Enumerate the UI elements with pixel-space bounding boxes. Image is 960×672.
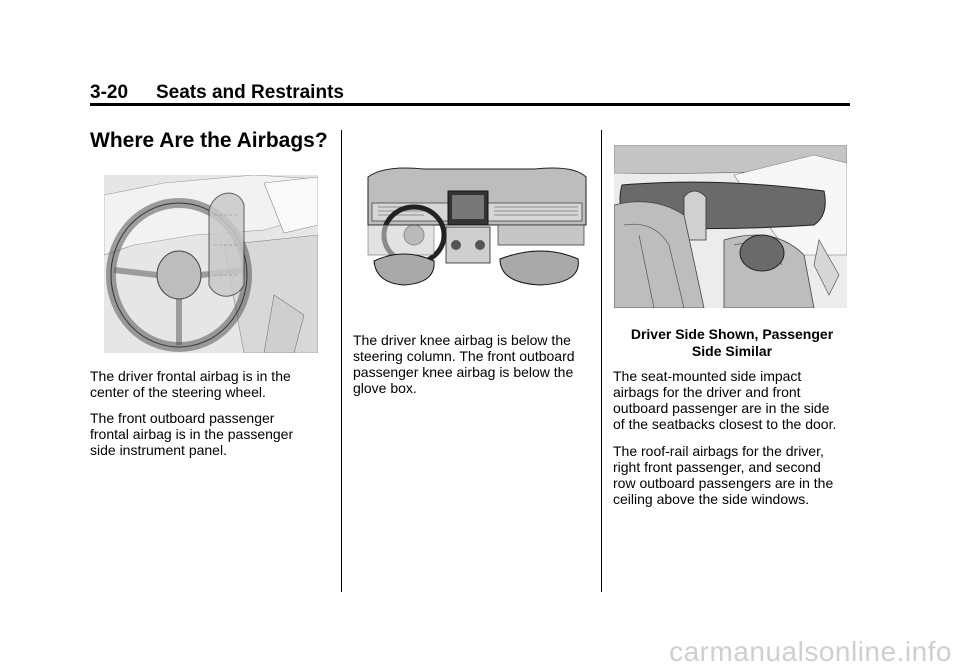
text-line: The front outboard passenger [90,410,275,426]
running-header [90,82,344,104]
text-line: glove box. [353,380,417,396]
driver-airbag-paragraph [90,368,291,400]
text-line: The seat-mounted side impact [613,368,802,384]
knee-airbag-illustration [364,165,590,287]
side-airbag-illustration [614,145,847,308]
text-line: side instrument panel. [90,442,227,458]
text-line: frontal airbag is in the passenger [90,426,294,442]
figure-caption [612,326,852,360]
text-line: airbags for the driver and front [613,384,801,400]
text-line: ceiling above the side windows. [613,491,810,507]
page-number: 3-20 [90,82,129,103]
text-line: center of the steering wheel. [90,384,266,400]
column-divider-2 [601,130,602,592]
roof-rail-airbag-paragraph [613,443,833,507]
text-line: steering column. The front outboard [353,348,575,364]
seat-airbag-paragraph [613,368,836,432]
page-title: Where Are the Airbags? [90,129,328,152]
text-line: right front passenger, and second [613,459,821,475]
column-divider-1 [341,130,342,592]
text-line: row outboard passengers are in the [613,475,834,491]
caption-line: Driver Side Shown, Passenger [630,326,834,342]
header-rule [90,103,850,106]
passenger-airbag-paragraph [90,410,293,458]
driver-airbag-illustration [104,175,318,353]
text-line: The driver knee airbag is below the [353,332,571,348]
text-line: passenger knee airbag is below the [353,364,574,380]
knee-airbag-paragraph [353,332,575,396]
text-line: of the seatbacks closest to the door. [613,416,837,432]
caption-line: Side Similar [691,343,773,359]
text-line: The roof-rail airbags for the driver, [613,443,824,459]
text-line: The driver frontal airbag is in the [90,368,291,384]
text-line: outboard passenger are in the side [613,400,830,416]
watermark: carmanualsonline.info [669,636,952,667]
section-title: Seats and Restraints [156,82,344,103]
